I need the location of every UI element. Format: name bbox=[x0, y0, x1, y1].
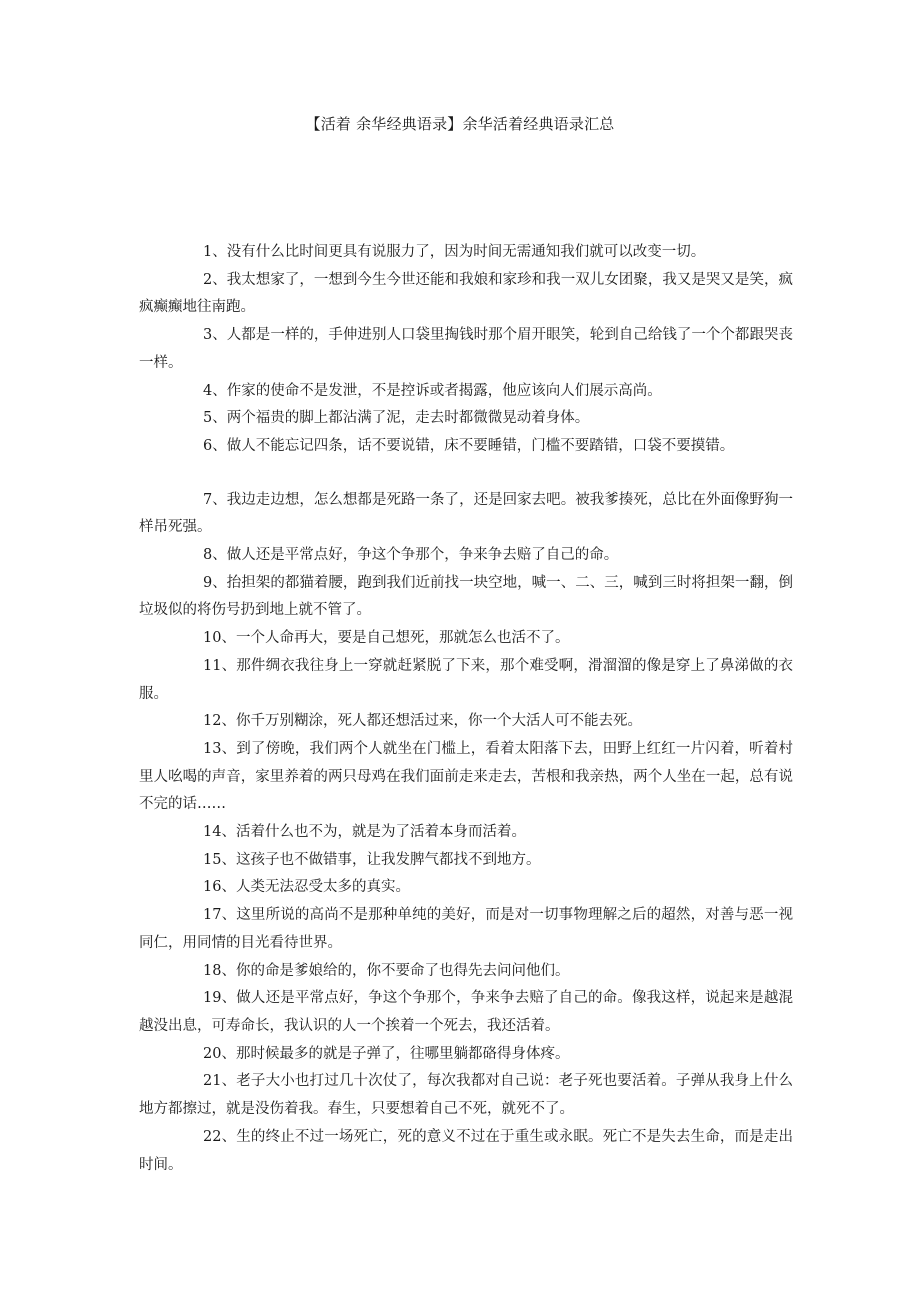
quote-item: 2、我太想家了，一想到今生今世还能和我娘和家珍和我一双儿女团聚，我又是哭又是笑，疯疯癫癫地往南跑。 bbox=[139, 271, 793, 316]
quote-item: 7、我边走边想，怎么想都是死路一条了，还是回家去吧。被我爹揍死，总比在外面像野狗一样吊死强。 bbox=[139, 491, 793, 536]
quote-item: 6、做人不能忘记四条，话不要说错，床不要睡错，门槛不要踏错，口袋不要摸错。 bbox=[203, 437, 735, 454]
quote-item: 17、这里所说的高尚不是那种单纯的美好，而是对一切事物理解之后的超然，对善与恶一视同仁，用同情的目光看待世界。 bbox=[139, 907, 793, 951]
quote-item: 21、老子大小也打过几十次仗了，每次我都对自己说：老子死也要活着。子弹从我身上什么地方都擦过，就是没伤着我。春生，只要想着自己不死，就死不了。 bbox=[139, 1073, 793, 1118]
quote-item: 22、生的终止不过一场死亡，死的意义不过在于重生或永眠。死亡不是失去生命，而是走出时间。 bbox=[139, 1128, 793, 1173]
quote-item: 16、人类无法忍受太多的真实。 bbox=[203, 879, 410, 896]
quote-item: 13、到了傍晚，我们两个人就坐在门槛上，看着太阳落下去，田野上红红一片闪着，听着村里人吆喝的声音，家里养着的两只母鸡在我们面前走来走去，苦根和我亲热，两个人坐在一起，总有说不完的话…… bbox=[139, 740, 793, 813]
quote-item: 19、做人还是平常点好，争这个争那个，争来争去赔了自己的命。像我这样，说起来是越混越没出息，可寿命长，我认识的人一个挨着一个死去，我还活着。 bbox=[139, 990, 793, 1034]
quote-list bbox=[139, 239, 793, 1179]
quote-item: 1、没有什么比时间更具有说服力了，因为时间无需通知我们就可以改变一切。 bbox=[203, 244, 706, 260]
quote-item: 8、做人还是平常点好，争这个争那个，争来争去赔了自己的命。 bbox=[203, 547, 619, 564]
quote-item: 18、你的命是爹娘给的，你不要命了也得先去问问他们。 bbox=[203, 962, 570, 979]
quote-item: 5、两个福贵的脚上都沾满了泥，走去时都微微晃动着身体。 bbox=[203, 410, 590, 427]
quote-item: 9、抬担架的都猫着腰，跑到我们近前找一块空地，喊一、二、三，喊到三时将担架一翻，倒垃圾似的将伤号扔到地上就不管了。 bbox=[139, 574, 793, 619]
quote-item: 15、这孩子也不做错事，让我发脾气都找不到地方。 bbox=[203, 851, 541, 868]
quote-item: 11、那件绸衣我往身上一穿就赶紧脱了下来，那个难受啊，滑溜溜的像是穿上了鼻涕做的衣服。 bbox=[139, 657, 793, 702]
quote-item: 4、作家的使命不是发泄，不是控诉或者揭露，他应该向人们展示高尚。 bbox=[203, 382, 662, 399]
quote-item: 14、活着什么也不为，就是为了活着本身而活着。 bbox=[203, 824, 526, 841]
page-title: 【活着 余华经典语录】余华活着经典语录汇总 bbox=[305, 115, 615, 133]
quote-item: 20、那时候最多的就是子弹了，往哪里躺都硌得身体疼。 bbox=[203, 1045, 570, 1062]
quote-item: 10、一个人命再大，要是自己想死，那就怎么也活不了。 bbox=[203, 630, 570, 647]
quote-item: 12、你千万别糊涂，死人都还想活过来，你一个大活人可不能去死。 bbox=[203, 713, 642, 730]
paragraph-spacer bbox=[139, 461, 793, 487]
quote-item: 3、人都是一样的，手伸进别人口袋里掏钱时那个眉开眼笑，轮到自己给钱了一个个都跟哭丧一样。 bbox=[139, 327, 793, 371]
